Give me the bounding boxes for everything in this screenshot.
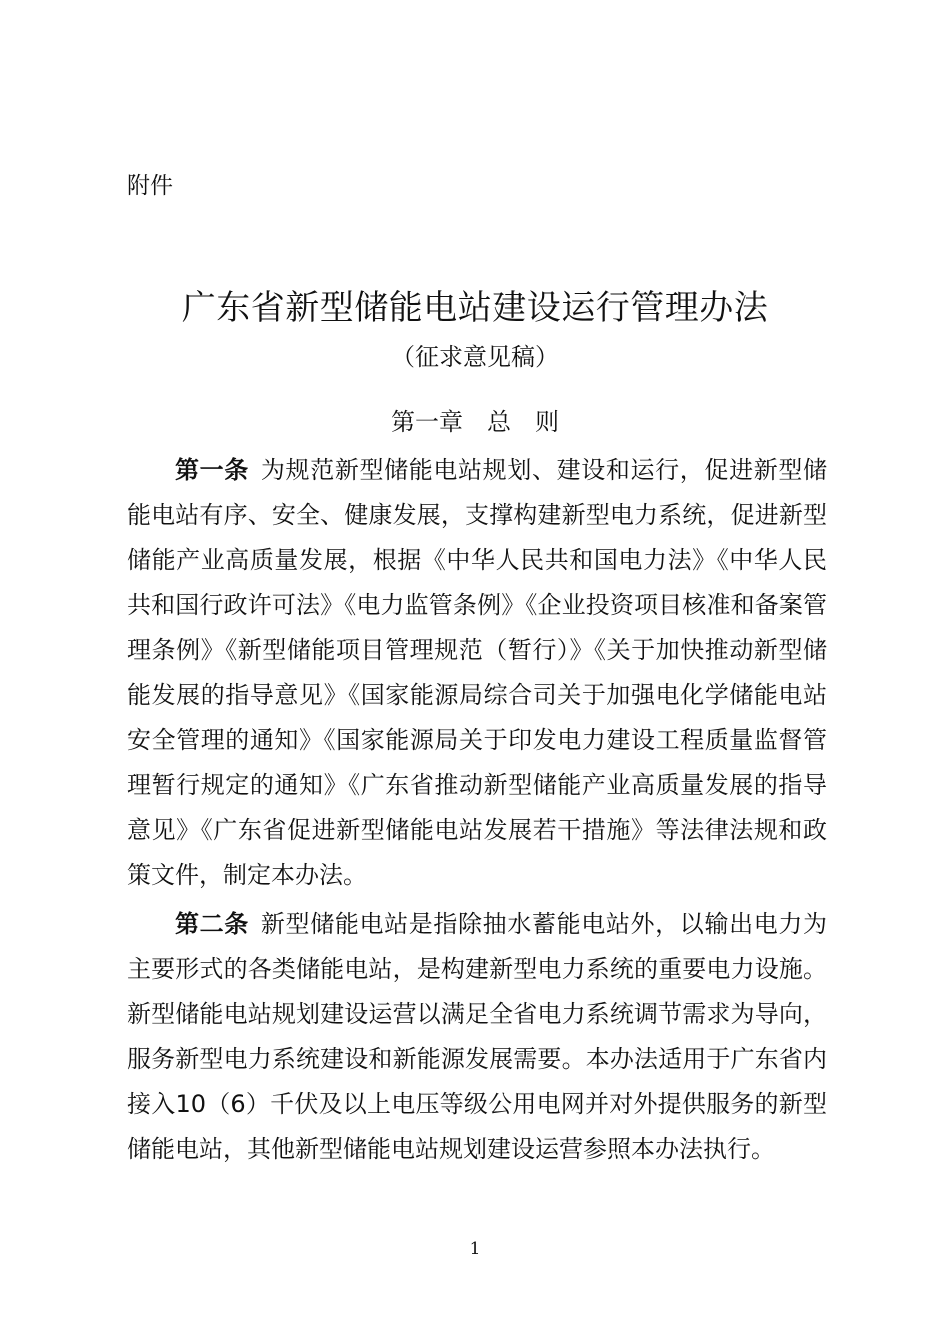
chapter-heading: 第一章 总 则 bbox=[391, 408, 559, 436]
page-number: 1 bbox=[469, 1239, 481, 1259]
article-1-number: 第一条 bbox=[175, 456, 249, 484]
article-2 bbox=[127, 902, 827, 1172]
article-2-number: 第二条 bbox=[175, 910, 249, 938]
article-1 bbox=[127, 448, 827, 898]
article-1-text: 为规范新型储能电站规划、建设和运行，促进新型储能电站有序、安全、健康发展，支撑构建新型电力系统，促进新型储能产业高质量发展，根据《中华人民共和国电力法》《中华人民共和国行政许可法》《电力监管条例》《企业投资项目核准和备案管理条例》《新型储能项目管理规范（暂行）》《关于加快推动新型储能发展的指导意见》《国家能源局综合司关于加强电化学储能电站安全管理的通知》《国家能源局关于印发电力建设工程质量监督管理暂行规定的通知》《广东省推动新型储能产业高质量发展的指导意见》《广东省促进新型储能电站发展若干措施》等法律法规和政策文件，制定本办法。 bbox=[127, 456, 828, 889]
document-body bbox=[127, 448, 827, 1172]
attachment-label: 附件 bbox=[127, 173, 173, 199]
document-title: 广东省新型储能电站建设运行管理办法 bbox=[181, 288, 769, 328]
article-2-text: 新型储能电站是指除抽水蓄能电站外，以输出电力为主要形式的各类储能电站，是构建新型电力系统的重要电力设施。新型储能电站规划建设运营以满足全省电力系统调节需求为导向，服务新型电力系统建设和新能源发展需要。本办法适用于广东省内接入10（6）千伏及以上电压等级公用电网并对外提供服务的新型储能电站，其他新型储能电站规划建设运营参照本办法执行。 bbox=[127, 910, 828, 1163]
document-subtitle: （征求意见稿） bbox=[391, 343, 559, 371]
